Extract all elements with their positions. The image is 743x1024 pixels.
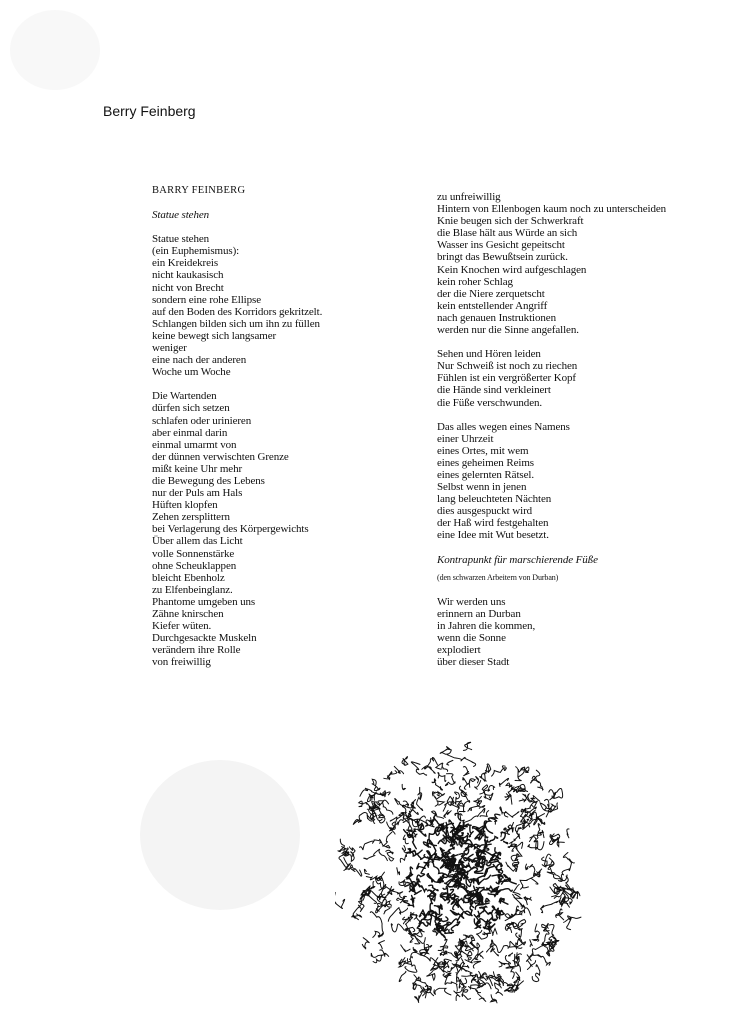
scribble-stroke [376,903,386,912]
header-author-name: Berry Feinberg [103,103,196,119]
scribble-stroke [513,884,520,895]
poem-line: aber einmal darin [152,426,228,439]
scribble-stroke [399,958,406,967]
scribble-artwork [335,740,585,1010]
poem-line: Kein Knochen wird aufgeschlagen [437,263,587,276]
poem-line: eines gelernten Rätsel. [437,468,534,481]
scribble-stroke [541,956,550,965]
scribble-stroke [499,898,508,904]
poem-line: Phantome umgeben uns [152,595,256,608]
poem-line: dürfen sich setzen [152,402,230,415]
scribble-stroke [484,867,493,877]
scribble-stroke [419,910,426,926]
scribble-stroke [355,869,362,877]
poem2-dedication: (den schwarzen Arbeitern von Durban) [437,572,559,582]
poem-line: Schlangen bilden sich um ihn zu füllen [152,317,320,330]
scribble-stroke [460,814,477,823]
scribble-stroke [417,880,427,891]
scribble-stroke [359,801,367,807]
poem-line: eines geheimen Reims [437,456,534,469]
poem-line: mißt keine Uhr mehr [152,462,243,475]
poem-line: der dünnen verwischten Grenze [152,450,289,463]
poem-line: Wasser ins Gesicht gepeitscht [437,239,565,252]
scribble-stroke [477,930,488,939]
scribble-stroke [532,943,543,957]
scribble-stroke [383,800,393,814]
scribble-stroke [514,897,525,908]
scribble-stroke [427,973,435,980]
poem-line: eines Ortes, mit wem [437,444,529,457]
poem-line: werden nur die Sinne angefallen. [437,324,579,337]
poem-line: bringt das Bewußtsein zurück. [437,251,568,264]
scribble-stroke [403,900,414,907]
scribble-stroke [460,860,470,868]
poem-line: Statue stehen [152,233,210,246]
right-stanzas [437,191,727,542]
scribble-stroke [399,971,406,981]
scribble-stroke [424,855,430,862]
scribble-stroke [532,776,543,790]
scribble-stroke [432,779,442,790]
scribble-stroke [383,832,392,846]
stanza [152,390,412,668]
left-stanzas [152,233,412,668]
poem-line: Kiefer wüten. [152,620,212,633]
scribble-stroke [433,861,444,876]
scribble-stroke [370,912,383,937]
poem-line: die Bewegung des Lebens [152,474,265,487]
poem-line: Die Wartenden [152,390,217,403]
scribble-stroke [417,787,423,810]
scribble-stroke [485,834,488,838]
poem-line: ohne Scheuklappen [152,559,237,572]
scribble-stroke [335,893,345,909]
poem-line: Zehen zersplittern [152,511,230,524]
scribble-stroke [465,903,474,915]
poem-line: der die Niere zerquetscht [437,287,545,300]
scribble-stroke [500,807,506,814]
poem-line: Das alles wegen eines Namens [437,420,570,433]
poem-title: Statue stehen [152,209,210,222]
scribble-stroke [484,767,488,782]
scribble-stroke [567,829,569,838]
poem-line: Sehen und Hören leiden [437,348,541,361]
scribble-stroke [467,951,472,960]
poem-line: bei Verlagerung des Körpergewichts [152,523,309,536]
scribble-stroke [402,846,405,851]
scribble-stroke [378,941,384,949]
poem-line: verändern ihre Rolle [152,644,241,657]
poem-line: ein Kreidekreis [152,257,218,270]
poem-line: der Haß wird festgehalten [437,517,549,530]
scribble-stroke [339,855,346,867]
poem-line: die Blase hält aus Würde an sich [437,227,578,240]
scribble-stroke [504,812,519,818]
poem-line: kein entstellender Angriff [437,299,548,312]
poem-line: die Füße verschwunden. [437,396,543,409]
poem-line: zu unfreiwillig [437,191,501,203]
poem-line: einer Uhrzeit [437,432,494,445]
poem-line: nach genauen Instruktionen [437,311,556,324]
scribble-stroke [411,895,415,900]
poem-line: Wir werden uns [437,595,506,608]
scribble-stroke [445,978,457,991]
scribble-stroke [400,854,406,862]
scribble-stroke [476,990,486,1002]
scribble-stroke [473,961,480,968]
poem-line: Fühlen ist ein vergrößerter Kopf [437,372,576,385]
scribble-stroke [528,841,544,850]
scribble-stroke [570,917,581,918]
scribble-stroke [463,767,469,776]
poem-line: (ein Euphemismus): [152,245,240,258]
poem-line: eine Idee mit Wut besetzt. [437,529,549,542]
scribble-stroke [438,773,446,782]
scribble-stroke [463,778,468,785]
scribble-stroke [364,869,369,874]
scribble-stroke [533,924,540,941]
scribble-stroke [402,757,408,766]
scribble-stroke [520,877,538,885]
poem-line: nicht kaukasisch [152,269,224,282]
scribble-stroke [444,810,451,817]
poem-right-column [437,191,727,668]
poem-line: schlafen oder urinieren [152,414,252,427]
poem2-title: Kontrapunkt für marschierende Füße [437,553,598,566]
scribble-stroke [517,981,523,987]
scribble-stroke [406,867,412,879]
scribble-stroke [462,990,470,1000]
scribble-stroke [521,886,529,890]
scribble-stroke [485,764,490,773]
poem-line: in Jahren die kommen, [437,619,536,632]
scribble-stroke [399,880,406,886]
scribble-stroke [430,989,433,996]
scribble-stroke [434,792,445,800]
poem-line: kein roher Schlag [437,275,513,288]
scribble-stroke [440,747,451,755]
poem-line: Durchgesackte Muskeln [152,632,257,645]
poem-line: weniger [152,342,187,355]
poem-line: wenn die Sonne [437,632,506,644]
poem-line: Über allem das Licht [152,535,243,548]
poem-line: eine nach der anderen [152,354,247,367]
scribble-stroke [477,801,485,809]
scribble-stroke [520,908,531,915]
scribble-stroke [490,940,495,947]
scribble-stroke [395,798,409,806]
poem-line: die Hände sind verkleinert [437,384,551,397]
poem-line: nicht von Brecht [152,281,224,294]
poem-line: keine bewegt sich langsamer [152,329,277,342]
scribble-stroke [508,963,514,978]
scribble-stroke [400,894,407,899]
scribble-stroke [508,953,512,956]
scribble-stroke [514,954,515,965]
scribble-stroke [411,947,417,957]
scribble-stroke [491,995,497,1003]
paper-smudge [10,10,100,90]
scribble-stroke [401,945,410,952]
scribble-stroke [482,907,496,919]
scribble-stroke [394,766,403,773]
scribble-stroke [418,944,429,954]
scribble-stroke [362,938,369,950]
scribble-stroke [434,988,451,995]
scribble-stroke [380,839,390,848]
scribble-stroke [495,983,503,995]
stanza [152,233,412,378]
scribble-stroke [463,935,467,947]
scribble-stroke [559,869,570,881]
scribble-stroke [476,776,479,782]
poem-line: auf den Boden des Korridors gekritzelt. [152,305,323,318]
scribble-stroke [447,760,453,765]
scribble-stroke [505,787,519,797]
poem-line: lang beleuchteten Nächten [437,493,552,506]
scribble-stroke [360,840,381,850]
paper-smudge [140,760,300,910]
poem-line: von freiwillig [152,656,211,669]
poem-line: dies ausgespuckt wird [437,505,533,518]
scribble-stroke [468,796,482,811]
poem-line: sondern eine rohe Ellipse [152,293,261,306]
poem-line: Selbst wenn in jenen [437,481,527,494]
poem-left-column [152,185,412,680]
scribble-stroke [530,940,533,947]
poem-line: Woche um Woche [152,366,231,379]
poem-line: nur der Puls am Hals [152,487,243,500]
scribble-stroke [530,830,544,842]
scribble-stroke [422,766,435,774]
scribble-stroke [445,774,455,786]
stanza [437,191,727,336]
scribble-stroke [380,791,390,796]
poem2-lines [437,596,727,669]
poem-line: Nur Schweiß ist noch zu riechen [437,360,578,373]
scribble-stroke [485,814,500,833]
scribble-stroke [492,766,507,776]
scribble-stroke [464,779,475,790]
scribble-stroke [397,868,400,875]
scribble-stroke [535,869,542,875]
scribble-stroke [402,784,405,789]
scribble-stroke [415,990,423,1002]
scribble-stroke [435,801,444,806]
poem-line: Knie beugen sich der Schwerkraft [437,215,584,228]
scribble-stroke [532,965,540,982]
scribble-stroke [545,854,554,873]
poem-line: explodiert [437,644,481,657]
scribble-stroke [525,864,528,870]
poem-line: Hüften klopfen [152,499,218,512]
scribble-stroke [547,872,567,881]
poem-line: erinnern an Durban [437,607,521,620]
scribble-stroke [514,972,520,983]
scribble-stroke [492,875,501,876]
scribble-stroke [528,812,537,827]
scribble-stroke [564,916,572,930]
poem-author: BARRY FEINBERG [152,185,246,196]
scribble-stroke [364,849,388,861]
stanza [437,348,727,408]
poem-line: zu Elfenbeinglanz. [152,583,233,596]
poem-line: volle Sonnenstärke [152,547,235,560]
poem-line: Hintern von Ellenbogen kaum noch zu unterscheiden [437,203,667,216]
poem-line: Zähne knirschen [152,608,224,620]
scribble-stroke [540,901,557,912]
scribble-stroke [501,832,505,840]
poem-line: über dieser Stadt [437,656,510,669]
scribble-stroke [417,850,425,859]
scribble-stroke [371,953,383,963]
scribble-stroke [563,853,571,871]
scribble-stroke [504,841,508,843]
scribble-stroke [463,742,471,750]
stanza [437,421,727,542]
poem-line: bleicht Ebenholz [152,571,225,584]
poem-line: einmal umarmt von [152,438,237,451]
scribble-stroke [384,908,390,914]
scribble-stroke [344,858,351,870]
